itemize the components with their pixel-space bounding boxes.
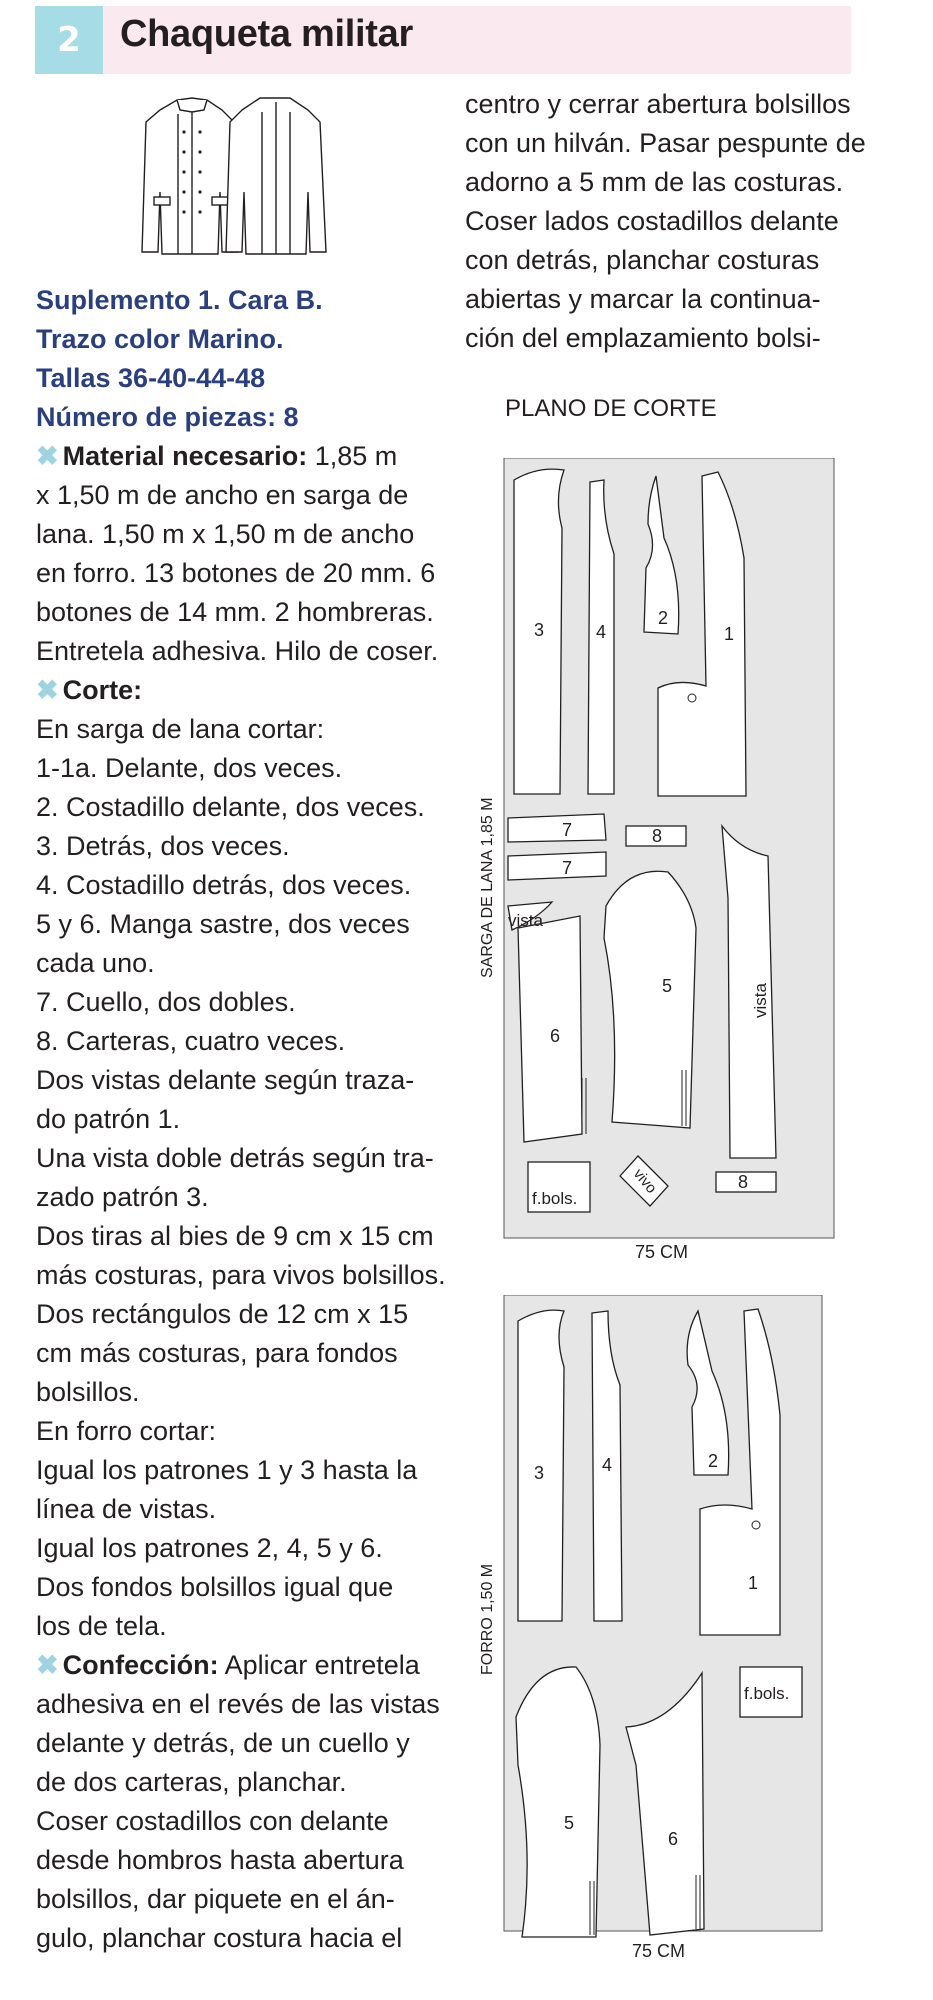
button-mark (688, 694, 696, 702)
piece-label: 7 (562, 858, 573, 878)
right-text-line: Coser lados costadillos delante (465, 206, 839, 236)
piece-line (36, 788, 436, 827)
piece-label: 7 (562, 820, 573, 840)
piece-text: Costadillo delante, dos veces. (58, 792, 425, 822)
piece-number: 3. (36, 831, 59, 861)
jacket-illustration (122, 92, 342, 262)
piece-label: 2 (708, 1451, 719, 1471)
piece-label: 8 (738, 1172, 749, 1192)
right-text-line: con detrás, planchar costuras (465, 245, 820, 275)
corte-line: Dos rectángulos de 12 cm x 15 (36, 1299, 409, 1329)
cross-bullet-icon: ✖ (36, 441, 59, 471)
corte-heading-line (36, 671, 436, 710)
piece-label: vista (508, 911, 543, 930)
confeccion-label: Confección: (62, 1650, 219, 1680)
piece-label: 5 (564, 1813, 575, 1833)
confeccion-line: delante y detrás, de un cuello y (36, 1728, 410, 1758)
piece-label: 3 (534, 1463, 545, 1483)
corte-line: bolsillos. (36, 1377, 140, 1407)
piece-text: Cuello, dos dobles. (58, 987, 296, 1017)
corte-line: Dos tiras al bies de 9 cm x 15 cm (36, 1221, 434, 1251)
piece-line (36, 1022, 436, 1061)
cutting-plan-title: PLANO DE CORTE (505, 395, 717, 422)
right-text-line: con un hilván. Pasar pespunte de (465, 128, 866, 158)
corte-line: más costuras, para vivos bolsillos. (36, 1260, 446, 1290)
piece-text: Costadillo detrás, dos veces. (58, 870, 412, 900)
confeccion-line: de dos carteras, planchar. (36, 1767, 347, 1797)
confeccion-text: Aplicar entretela (218, 1650, 420, 1680)
piece-line (36, 983, 436, 1022)
piece-text: Carteras, cuatro veces. (58, 1026, 346, 1056)
pattern-piece-7 (508, 852, 606, 880)
material-heading-line (36, 437, 436, 476)
material-line: botones de 14 mm. 2 hombreras. (36, 597, 434, 627)
corte-line: Una vista doble detrás según tra- (36, 1143, 434, 1173)
piece-label: 4 (602, 1455, 613, 1475)
confeccion-line: desde hombros hasta abertura (36, 1845, 404, 1875)
button-mark (752, 1521, 760, 1529)
right-text-line: abiertas y marcar la continua- (465, 284, 821, 314)
spec-line: Número de piezas: 8 (36, 402, 299, 432)
piece-line (36, 905, 436, 944)
piece-line (36, 866, 436, 905)
confeccion-heading-line (36, 1646, 436, 1685)
piece-text: Delante, dos veces. (97, 753, 343, 783)
confeccion-line: adhesiva en el revés de las vistas (36, 1689, 440, 1719)
corte-line: cada uno. (36, 948, 155, 978)
fabric-width-label: 75 CM (632, 1941, 686, 1961)
right-text-line: centro y cerrar abertura bolsillos (465, 89, 851, 119)
corte-line: cm más costuras, para fondos (36, 1338, 398, 1368)
piece-number: 1-1a. (36, 753, 98, 783)
piece-label: 6 (550, 1026, 561, 1046)
instructions-left-column (36, 281, 446, 1958)
right-text-line: ción del emplazamiento bolsi- (465, 323, 821, 353)
pattern-piece-7 (508, 814, 606, 842)
instructions-right-column (465, 85, 875, 358)
corte-line: zado patrón 3. (36, 1182, 209, 1212)
fabric-length-label: SARGA DE LANA 1,85 M (479, 797, 496, 978)
piece-label: 3 (534, 620, 545, 640)
piece-label: 4 (596, 622, 607, 642)
piece-label: 1 (748, 1573, 759, 1593)
piece-number: 7. (36, 987, 59, 1017)
confeccion-line: Coser costadillos con delante (36, 1806, 389, 1836)
piece-label: vista (751, 983, 770, 1018)
piece-text: Detrás, dos veces. (58, 831, 290, 861)
spec-line: Trazo color Marino. (36, 324, 284, 354)
material-label: Material necesario: (62, 441, 308, 471)
fabric-length-label: FORRO 1,50 M (479, 1563, 496, 1675)
cross-bullet-icon: ✖ (36, 1650, 59, 1680)
cutting-layout-lining (478, 1295, 848, 1975)
piece-label: vivo (629, 1165, 660, 1197)
piece-number: 2. (36, 792, 59, 822)
piece-label: f.bols. (744, 1684, 790, 1703)
piece-number: 4. (36, 870, 59, 900)
spec-line: Suplemento 1. Cara B. (36, 285, 323, 315)
corte-line: Igual los patrones 2, 4, 5 y 6. (36, 1533, 383, 1563)
piece-text: Manga sastre, dos veces (102, 909, 410, 939)
material-line: lana. 1,50 m x 1,50 m de ancho (36, 519, 415, 549)
corte-line: los de tela. (36, 1611, 167, 1641)
corte-label: Corte: (62, 675, 143, 705)
confeccion-line: gulo, planchar costura hacia el (36, 1923, 403, 1953)
fabric-width-label: 75 CM (635, 1242, 689, 1258)
piece-line (36, 749, 436, 788)
corte-line: En forro cortar: (36, 1416, 217, 1446)
cross-bullet-icon: ✖ (36, 675, 59, 705)
piece-label: f.bols. (532, 1189, 578, 1208)
material-text: 1,85 m (307, 441, 398, 471)
corte-line: do patrón 1. (36, 1104, 181, 1134)
piece-label: 5 (662, 976, 673, 996)
piece-label: 8 (652, 826, 663, 846)
corte-line: En sarga de lana cortar: (36, 714, 325, 744)
corte-line: Dos fondos bolsillos igual que (36, 1572, 394, 1602)
material-line: Entretela adhesiva. Hilo de coser. (36, 636, 439, 666)
piece-line (36, 827, 436, 866)
material-line: x 1,50 m de ancho en sarga de (36, 480, 409, 510)
piece-number: 5 y 6. (36, 909, 103, 939)
piece-label: 2 (658, 608, 669, 628)
corte-line: Dos vistas delante según traza- (36, 1065, 415, 1095)
section-number: 2 (35, 6, 103, 74)
confeccion-line: bolsillos, dar piquete en el án- (36, 1884, 395, 1914)
spec-line: Tallas 36-40-44-48 (36, 363, 266, 393)
pattern-piece-5 (516, 1667, 600, 1937)
piece-label: 1 (724, 624, 735, 644)
page-title: Chaqueta militar (120, 13, 413, 55)
piece-number: 8. (36, 1026, 59, 1056)
corte-line: línea de vistas. (36, 1494, 217, 1524)
corte-line: Igual los patrones 1 y 3 hasta la (36, 1455, 418, 1485)
right-text-line: adorno a 5 mm de las costuras. (465, 167, 844, 197)
cutting-layout-wool (478, 458, 848, 1258)
material-line: en forro. 13 botones de 20 mm. 6 (36, 558, 436, 588)
piece-label: 6 (668, 1829, 679, 1849)
